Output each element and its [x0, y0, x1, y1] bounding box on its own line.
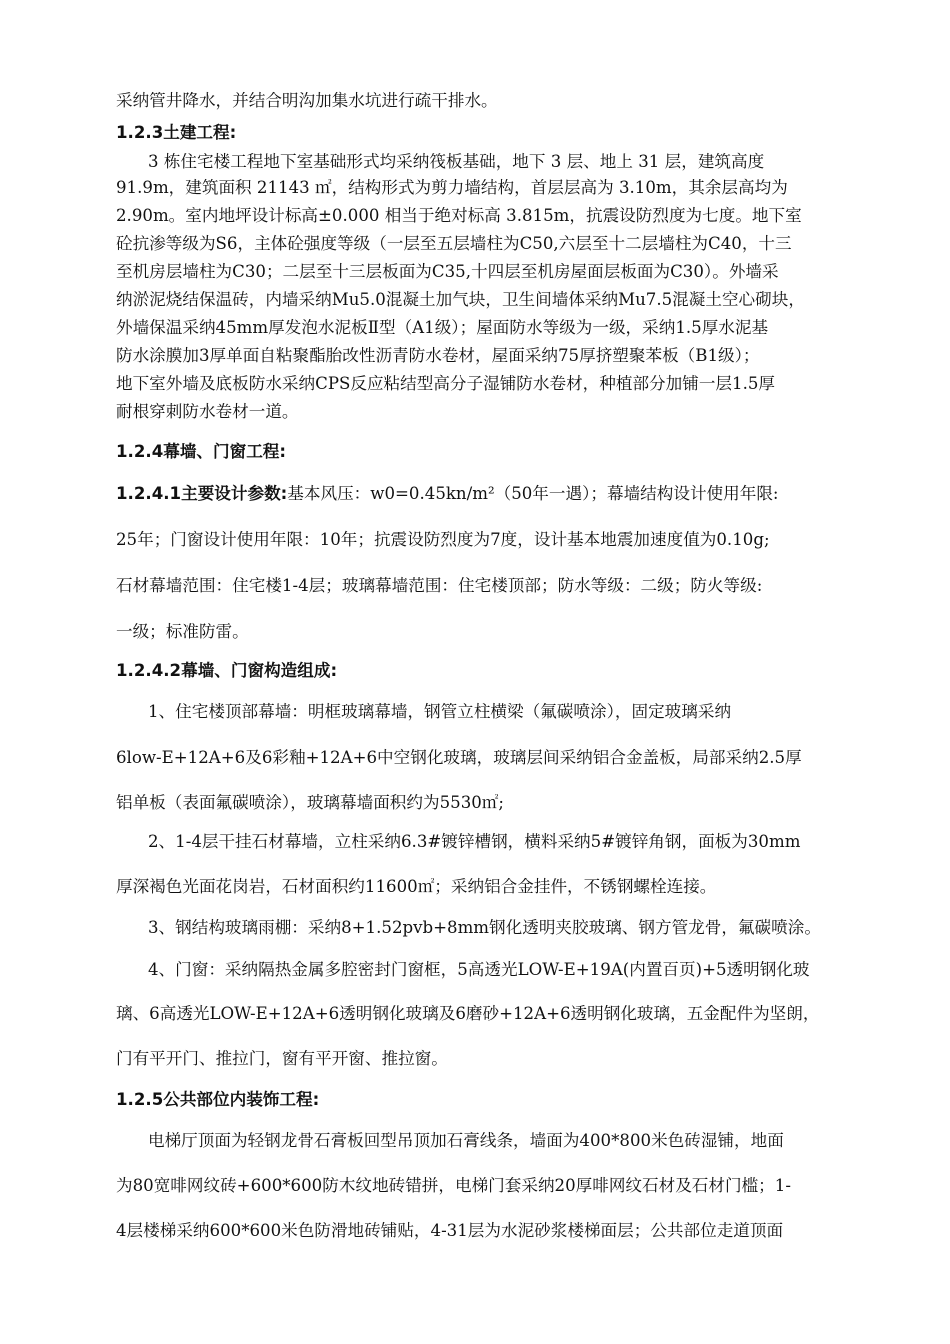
section-1-2-5-heading: 1.2.5公共部位内装饰工程: — [116, 1090, 320, 1109]
section-1-2-4-heading: 1.2.4幕墙、门窗工程: — [116, 442, 287, 461]
section-1-2-3-line: 耐根穿刺防水卷材一道。 — [116, 402, 299, 421]
section-1-2-5-line: 4层楼梯采纳600*600米色防滑地砖铺贴，4-31层为水泥砂浆楼梯面层；公共部位走道顶面 — [116, 1221, 784, 1240]
section-1-2-4-1-line: 石材幕墙范围：住宅楼1-4层；玻璃幕墙范围：住宅楼顶部；防水等级：二级；防火等级: — [116, 576, 763, 595]
section-1-2-4-2-line: 璃、6高透光LOW-E+12A+6透明钢化玻璃及6磨砂+12A+6透明钢化玻璃，五金配件为坚朗， — [116, 1004, 820, 1023]
section-1-2-3-line: 91.9m，建筑面积 21143 ㎡，结构形式为剪力墙结构，首层层高为 3.10m，其余层高均为 — [116, 178, 788, 197]
section-1-2-3-line: 3 栋住宅楼工程地下室基础形式均采纳筏板基础，地下 3 层、地上 31 层，建筑高度 — [148, 152, 765, 171]
section-1-2-5-line: 为80宽啡网纹砖+600*600防木纹地砖错拼，电梯门套采纳20厚啡网纹石材及石材门槛；1- — [116, 1176, 791, 1195]
section-1-2-3-line: 外墙保温采纳45mm厚发泡水泥板Ⅱ型（A1级）；屋面防水等级为一级，采纳1.5厚水泥基 — [116, 318, 769, 337]
section-1-2-3-line: 砼抗渗等级为S6，主体砼强度等级（一层至五层墙柱为C50,六层至十二层墙柱为C40，十三 — [116, 234, 792, 253]
section-1-2-4-2-line: 厚深褐色光面花岗岩，石材面积约11600㎡；采纳铝合金挂件，不锈钢螺栓连接。 — [116, 877, 717, 896]
section-1-2-3-line: 至机房层墙柱为C30；二层至十三层板面为C35,十四层至机房屋面层板面为C30）。外墙采 — [116, 262, 779, 281]
section-1-2-3-line: 地下室外墙及底板防水采纳CPS反应粘结型高分子湿铺防水卷材，种植部分加铺一层1.5厚 — [116, 374, 775, 393]
section-1-2-4-1-line-1 — [116, 483, 779, 505]
section-1-2-4-1-heading: 1.2.4.1主要设计参数: — [116, 484, 288, 503]
section-1-2-4-1-line: 基本风压：w0=0.45kn/m²（50年一遇）；幕墙结构设计使用年限: — [287, 484, 779, 503]
section-1-2-4-2-heading: 1.2.4.2幕墙、门窗构造组成: — [116, 661, 338, 680]
section-1-2-4-2-line: 6low-E+12A+6及6彩釉+12A+6中空钢化玻璃，玻璃层间采纳铝合金盖板，局部采纳2.5厚 — [116, 748, 802, 767]
section-1-2-3-line: 纳淤泥烧结保温砖，内墙采纳Mu5.0混凝土加气块，卫生间墙体采纳Mu7.5混凝土空心砌块， — [116, 290, 805, 309]
section-1-2-4-2-line: 2、1-4层干挂石材幕墙，立柱采纳6.3#镀锌槽钢，横料采纳5#镀锌角钢，面板为30mm — [148, 832, 801, 851]
section-1-2-4-2-line: 4、门窗：采纳隔热金属多腔密封门窗框，5高透光LOW-E+19A(内置百页)+5透明钢化玻 — [148, 960, 810, 979]
section-1-2-3-heading: 1.2.3土建工程: — [116, 123, 237, 142]
section-1-2-5-line: 电梯厅顶面为轻钢龙骨石膏板回型吊顶加石膏线条，墙面为400*800米色砖湿铺，地面 — [148, 1131, 784, 1150]
section-1-2-4-2-line: 3、钢结构玻璃雨棚：采纳8+1.52pvb+8mm钢化透明夹胶玻璃、钢方管龙骨，氟碳喷涂。 — [148, 918, 821, 937]
section-1-2-4-2-line: 门有平开门、推拉门，窗有平开窗、推拉窗。 — [116, 1049, 448, 1068]
section-1-2-4-1-line: 一级；标准防雷。 — [116, 622, 249, 641]
section-1-2-3-line: 2.90m。室内地坪设计标高±0.000 相当于绝对标高 3.815m，抗震设防烈度为七度。地下室 — [116, 206, 802, 225]
section-1-2-4-2-line: 铝单板（表面氟碳喷涂），玻璃幕墙面积约为5530㎡; — [116, 793, 504, 812]
section-1-2-4-2-line: 1、住宅楼顶部幕墙：明框玻璃幕墙，钢管立柱横梁（氟碳喷涂），固定玻璃采纳 — [148, 702, 732, 721]
section-1-2-3-line: 防水涂膜加3厚单面自粘聚酯胎改性沥青防水卷材，屋面采纳75厚挤塑聚苯板（B1级）； — [116, 346, 760, 365]
intro-line-1: 采纳管井降水，并结合明沟加集水坑进行疏干排水。 — [116, 91, 498, 110]
section-1-2-4-1-line: 25年；门窗设计使用年限：10年；抗震设防烈度为7度，设计基本地震加速度值为0.10g; — [116, 530, 770, 549]
